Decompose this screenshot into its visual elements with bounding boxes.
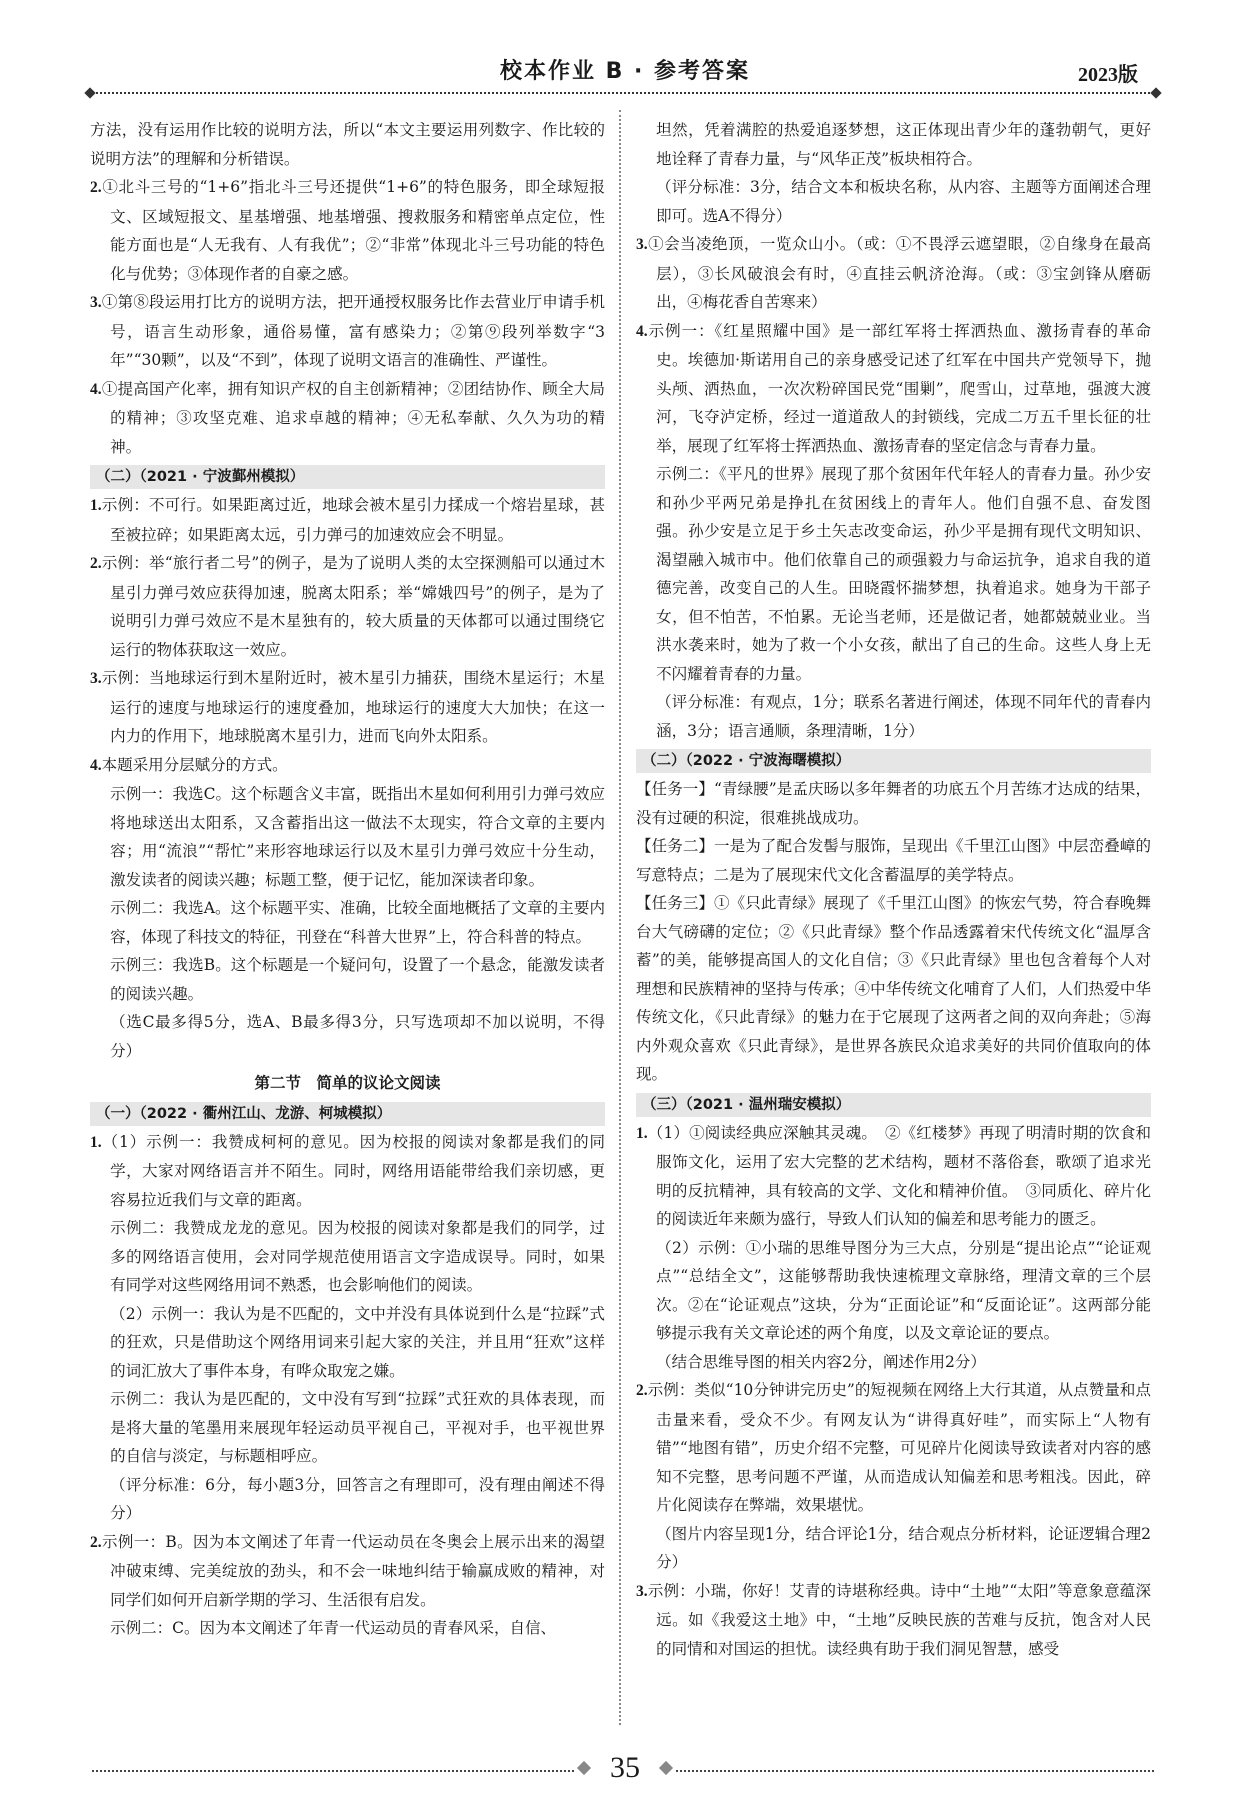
left-column: [90, 116, 605, 1643]
section-heading: （三）（2021 · 温州瑞安模拟）: [636, 1093, 1151, 1117]
item-text: 示例：当地球运行到木星附近时，被木星引力捕获，围绕木星运行；木星运行的速度与地球运行的速度叠加，地球运行的速度大大加快；在这一内力的作用下，地球脱离木星引力，进而飞向外太阳系。: [101, 669, 605, 745]
answer-item: [90, 173, 605, 288]
item-text: 示例：类似“10分钟讲完历史”的短视频在网络上大行其道，从点赞量和点击量来看，受众不少。有网友认为“讲得真好哇”，而实际上“人物有错”“地图有错”，历史介绍不完整，可见碎片化阅读导致读者对内容的感知不完整，思考问题不严谨，从而造成认知偏差和思考粗浅。因此，碎片化阅读存在弊端，效果堪忧。: [647, 1381, 1151, 1514]
header-rule: [92, 92, 1154, 94]
answer-item: [90, 491, 605, 549]
answer-item: [90, 1528, 605, 1615]
example-text: 示例二：我选A。这个标题平实、准确，比较全面地概括了文章的主要内容，体现了科技文的特征，刊登在“科普大世界”上，符合科普的特点。: [110, 899, 605, 946]
answer-item: [636, 1119, 1151, 1234]
answer-item: [90, 549, 605, 664]
answer-item: [636, 1577, 1151, 1664]
answer-item: [90, 1128, 605, 1215]
item-number: 1.: [636, 1124, 648, 1142]
item-number: 4.: [636, 322, 648, 340]
item-number: 1.: [90, 1133, 102, 1151]
answer-item: [636, 1376, 1151, 1520]
page-number: 35: [575, 1750, 675, 1786]
item-number: 3.: [90, 670, 102, 687]
item-text: 示例：不可行。如果距离过近，地球会被木星引力揉成一个熔岩星球，甚至被拉碎；如果距离太远，引力弹弓的加速效应会不明显。: [101, 496, 605, 544]
example-text: 示例二：我赞成龙龙的意见。因为校报的阅读对象都是我们的同学，过多的网络语言使用，会对同学规范使用语言文字造成误导。同时，如果有同学对这些网络用词不熟悉，也会影响他们的阅读。: [110, 1219, 605, 1294]
item-text: 示例一：《红星照耀中国》是一部红军将士挥洒热血、激扬青春的革命史。埃德加·斯诺用自己的亲身感受记述了红军在中国共产党领导下，抛头颅、洒热血，一次次粉碎国民党“围剿”，爬雪山，过草地，强渡大渡河，飞夺泸定桥，经过一道道敌人的封锁线，完成二万五千里长征的壮举，展现了红军将士挥洒热血、激扬青春的坚定信念与青春力量。: [647, 321, 1151, 455]
item-text: （1）示例一：我赞成柯柯的意见。因为校报的阅读对象都是我们的同学，大家对网络语言并不陌生。同时，网络用语能带给我们亲切感，更容易拉近我们与文章的距离。: [101, 1132, 605, 1209]
item-number: 1.: [90, 497, 102, 514]
item-number: 4.: [90, 380, 102, 398]
header-title: 校本作业 B · 参考答案: [499, 59, 751, 84]
column-divider: [619, 110, 621, 1725]
item-text: 本题采用分层赋分的方式。: [101, 755, 288, 774]
item-number: 4.: [90, 756, 102, 774]
task-answer: 【任务二】一是为了配合发髻与服饰，呈现出《千里江山图》中层峦叠嶂的写意特点；二是为了展现宋代文化含蓄温厚的美学特点。: [636, 837, 1151, 884]
section-heading: （一）（2022 · 衢州江山、龙游、柯城模拟）: [90, 1102, 605, 1126]
item-text: ①提高国产化率，拥有知识产权的自主创新精神；②团结协作、顾全大局的精神；③攻坚克难、追求卓越的精神；④无私奉献、久久为功的精神。: [101, 379, 605, 456]
item-text: ①会当凌绝顶，一览众山小。（或：①不畏浮云遮望眼，②自缘身在最高层），③长风破浪会有时，④直挂云帆济沧海。（或：③宝剑锋从磨砺出，④梅花香自苦寒来）: [647, 235, 1151, 311]
example-text: 示例二：《平凡的世界》展现了那个贫困年代年轻人的青春力量。孙少安和孙少平两兄弟是挣扎在贫困线上的青年人。他们自强不息、奋发图强。孙少安是立足于乡土矢志改变命运，孙少平是拥有现代文明知识、渴望融入城市中。他们依靠自己的顽强毅力与命运抗争，追求自我的道德完善，改变自己的人生。田晓霞怀揣梦想，执着追求。她身为干部子女，但不怕苦，不怕累。无论当老师，还是做记者，她都兢兢业业。当洪水袭来时，她为了救一个小女孩，献出了自己的生命。这些人身上无不闪耀着青春的力量。: [656, 465, 1151, 683]
answer-item: [90, 288, 605, 375]
answer-item: [636, 317, 1151, 461]
item-text: ①北斗三号的“1+6”指北斗三号还提供“1+6”的特色服务，即全球短报文、区域短报文、星基增强、地基增强、搜救服务和精密单点定位，性能方面也是“人无我有、人有我优”；②“非常”体现北斗三号功能的特色化与优势；③体现作者的自豪之感。: [101, 178, 605, 283]
answer-item: [90, 375, 605, 462]
answer-item: [636, 230, 1151, 317]
section-heading: （二）（2021 · 宁波鄞州模拟）: [90, 465, 605, 489]
task-answer: 【任务一】“青绿腰”是孟庆旸以多年舞者的功底五个月苦练才达成的结果，没有过硬的积淀，很难挑战成功。: [636, 780, 1151, 827]
answer-continuation: 坦然，凭着满腔的热爱追逐梦想，这正体现出青少年的蓬勃朝气，更好地诠释了青春力量，与“风华正茂”板块相符合。: [656, 121, 1151, 168]
item-number: 3.: [90, 294, 102, 311]
example-text: （2）示例一：我认为是不匹配的，文中并没有具体说到什么是“拉踩”式的狂欢，只是借助这个网络用词来引起大家的关注，并且用“狂欢”这样的词汇放大了事件本身，有哗众取宠之嫌。: [110, 1304, 605, 1380]
item-text: 示例：举“旅行者二号”的例子，是为了说明人类的太空探测船可以通过木星引力弹弓效应获得加速，脱离太阳系；举“嫦娥四号”的例子，是为了说明引力弹弓效应不是木星独有的，较大质量的天体都可以通过围绕它运行的物体获取这一效应。: [101, 554, 605, 659]
answer-continuation: 方法，没有运用作比较的说明方法，所以“本文主要运用列数字、作比较的说明方法”的理解和分析错误。: [90, 121, 605, 168]
scoring-note: （选C最多得5分，选A、B最多得3分，只写选项却不加以说明，不得分）: [110, 1013, 605, 1060]
item-number: 2.: [90, 1533, 102, 1551]
example-text: 示例三：我选B。这个标题是一个疑问句，设置了一个悬念，能激发读者的阅读兴趣。: [110, 956, 605, 1003]
task-answer: 【任务三】①《只此青绿》展现了《千里江山图》的恢宏气势，符合春晚舞台大气磅礴的定位；②《只此青绿》整个作品透露着宋代传统文化“温厚含蓄”的美，能够提高国人的文化自信；③《只此青绿》里也包含着每个人对理想和民族精神的坚持与传承；④中华传统文化哺育了人们，人们热爱中华传统文化，《只此青绿》的魅力在于它展现了这两者之间的双向奔赴；⑤海内外观众喜欢《只此青绿》，是世界各族民众追求美好的共同价值取向的体现。: [636, 894, 1151, 1083]
scoring-note: （评分标准：有观点，1分；联系名著进行阐述，体现不同年代的青春内涵，3分；语言通顺，条理清晰，1分）: [656, 693, 1151, 740]
section-heading: （二）（2022 · 宁波海曙模拟）: [636, 749, 1151, 773]
scoring-note: （评分标准：3分，结合文本和板块名称，从内容、主题等方面阐述合理即可。选A不得分）: [656, 178, 1151, 225]
item-text: （1）①阅读经典应深触其灵魂。 ②《红楼梦》再现了明清时期的饮食和服饰文化，运用了宏大完整的艺术结构，题材不落俗套，歌颂了追求光明的反抗精神，具有较高的文学、文化和精神价值。 ③同质化、碎片化的阅读近年来颇为盛行，导致人们认知的偏差和思考能力的匮乏。: [647, 1123, 1151, 1228]
item-text: ①第⑧段运用打比方的说明方法，把开通授权服务比作去营业厅申请手机号，语言生动形象，通俗易懂，富有感染力；②第⑨段列举数字“3年”“30颗”，以及“不到”，体现了说明文语言的准确性、严谨性。: [101, 293, 605, 369]
answer-item: [90, 664, 605, 751]
scoring-note: （结合思维导图的相关内容2分，阐述作用2分）: [656, 1352, 986, 1371]
right-column: [636, 116, 1151, 1663]
item-text: 示例：小瑞，你好！艾青的诗堪称经典。诗中“土地”“太阳”等意象意蕴深远。如《我爱这土地》中，“土地”反映民族的苦难与反抗，饱含对人民的同情和对国运的担忧。读经典有助于我们洞见智慧，感受: [647, 1581, 1151, 1658]
item-number: 3.: [636, 1582, 648, 1600]
scoring-note: （图片内容呈现1分，结合评论1分，结合观点分析材料，论证逻辑合理2分）: [656, 1524, 1151, 1571]
example-text: 示例二：我认为是匹配的，文中没有写到“拉踩”式狂欢的具体表现，而是将大量的笔墨用来展现年轻运动员平视自己，平视对手，也平视世界的自信与淡定，与标题相呼应。: [110, 1390, 605, 1465]
example-text: 示例一：我选C。这个标题含义丰富，既指出木星如何利用引力弹弓效应将地球送出太阳系，又含蓄指出这一做法不太现实，符合文章的主要内容；用“流浪”“帮忙”来形容地球运行以及木星引力弹弓效应十分生动，激发读者的阅读兴趣；标题工整，便于记忆，能加深读者印象。: [110, 785, 605, 889]
example-text: 示例二：C。因为本文阐述了年青一代运动员的青春风采，自信、: [110, 1619, 557, 1637]
item-number: 3.: [636, 236, 648, 253]
page-header: [0, 0, 1250, 100]
item-text: 示例一：B。因为本文阐述了年青一代运动员在冬奥会上展示出来的渴望冲破束缚、完美绽放的劲头，和不会一味地纠结于输赢成败的精神，对同学们如何开启新学期的学习、生活很有启发。: [101, 1532, 605, 1609]
item-number: 2.: [90, 555, 102, 572]
item-number: 2.: [90, 179, 102, 196]
subsection-title: 第二节 简单的议论文阅读: [254, 1074, 441, 1092]
scoring-note: （评分标准：6分，每小题3分，回答言之有理即可，没有理由阐述不得分）: [110, 1475, 605, 1522]
item-number: 2.: [636, 1382, 648, 1399]
header-edition: 2023版: [1078, 64, 1138, 86]
answer-item: [90, 751, 605, 781]
example-text: （2）示例：①小瑞的思维导图分为三大点，分别是“提出论点”“论证观点”“总结全文”，这能够帮助我快速梳理文章脉络，理清文章的三个层次。②在“论证观点”这块，分为“正面论证”和“反面论证”。这两部分能够提示我有关文章论述的两个角度，以及文章论证的要点。: [656, 1238, 1151, 1342]
